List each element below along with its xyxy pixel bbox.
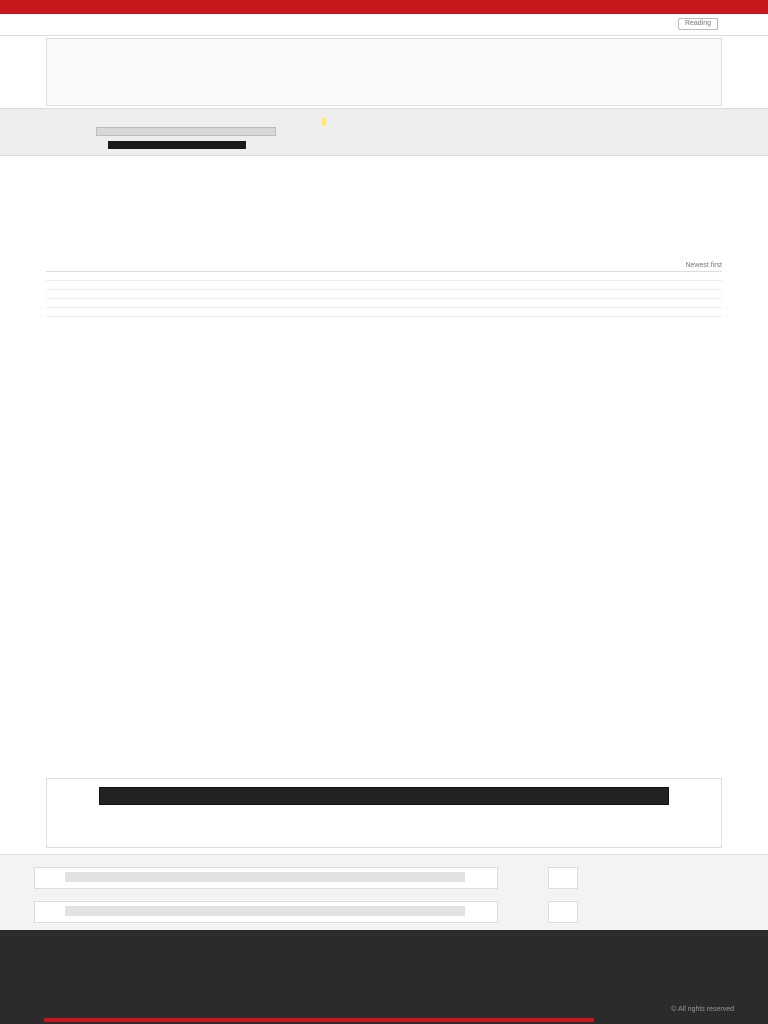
list-group	[46, 278, 722, 281]
recommended-card[interactable]	[34, 901, 498, 923]
info-note	[322, 117, 712, 127]
card-bar	[65, 872, 465, 882]
site-footer	[0, 930, 768, 1024]
recommended-thumb[interactable]	[548, 867, 578, 889]
list-header	[46, 262, 722, 272]
note-highlight	[322, 118, 326, 125]
action-button[interactable]	[108, 141, 246, 149]
item-list	[46, 262, 722, 317]
list-group	[46, 296, 722, 299]
list-group	[46, 305, 722, 308]
document-meta	[55, 45, 713, 52]
list-group	[46, 314, 722, 317]
sub-header	[0, 14, 768, 36]
list-group	[46, 287, 722, 290]
embed-code[interactable]	[99, 787, 669, 805]
search-band	[0, 108, 768, 156]
document-header	[46, 38, 722, 106]
main-content	[46, 160, 722, 164]
copyright: © All rights reserved	[671, 1006, 734, 1013]
recommended-card[interactable]	[34, 867, 498, 889]
card-bar	[65, 906, 465, 916]
recommended-thumb[interactable]	[548, 901, 578, 923]
top-bar	[0, 0, 768, 14]
sort-control[interactable]: Newest first	[685, 262, 722, 269]
embed-box	[46, 778, 722, 848]
recommended-section	[0, 854, 768, 930]
search-input[interactable]	[96, 127, 276, 136]
reading-tab[interactable]: Reading	[678, 18, 718, 30]
footer-accent-bar	[44, 1018, 594, 1022]
